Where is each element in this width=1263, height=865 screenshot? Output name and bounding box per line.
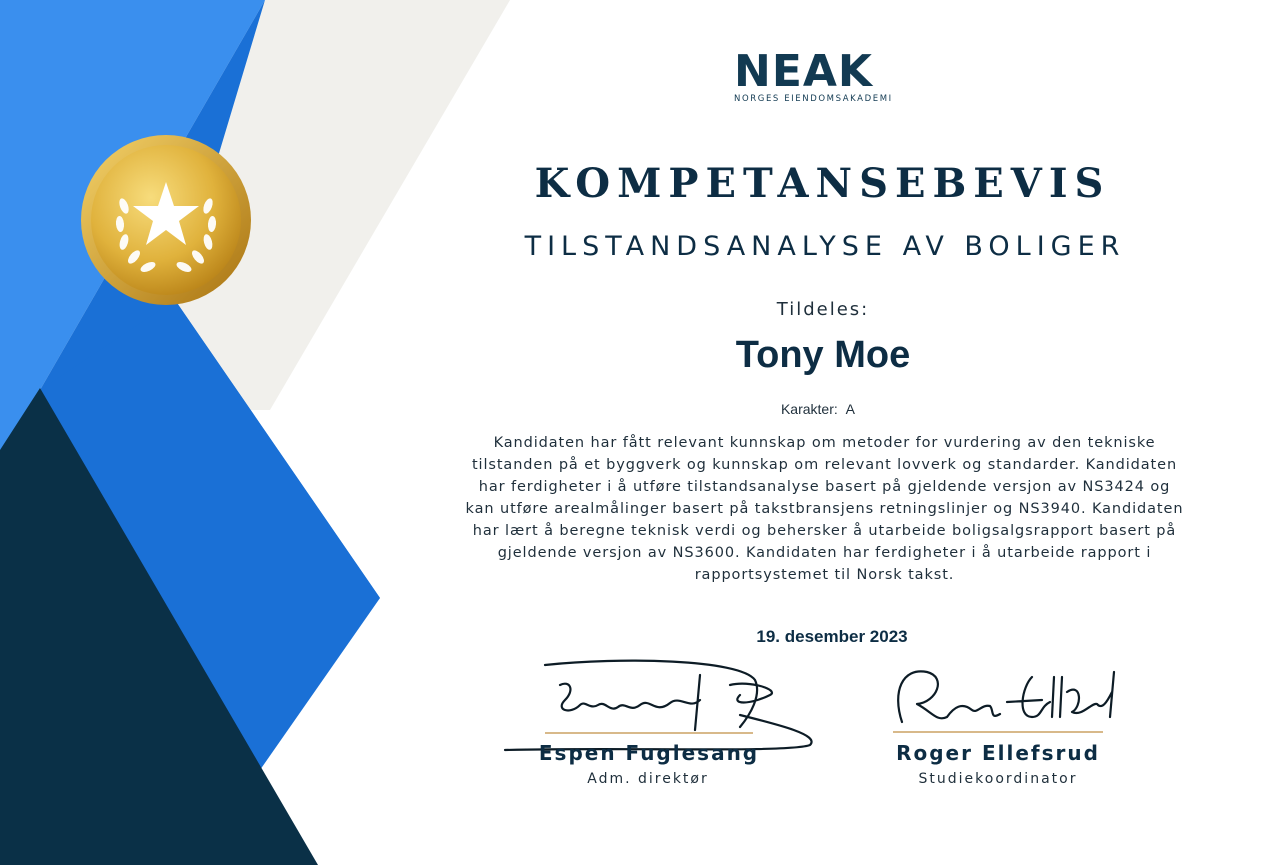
grade-label: Karakter: xyxy=(780,401,838,417)
grade-value: A xyxy=(845,401,856,417)
neak-logo xyxy=(734,46,912,104)
signatory-name-1: Espen Fuglesang xyxy=(538,741,760,765)
signatory-role-2: Studiekoordinator xyxy=(918,771,1078,787)
issue-date: 19. desember 2023 xyxy=(756,627,908,646)
logo-subtitle: NORGES EIENDOMSAKADEMI xyxy=(734,94,893,104)
recipient-name: Tony Moe xyxy=(735,334,911,376)
signatory-name-2: Roger Ellefsrud xyxy=(896,741,1100,765)
signature-line-1 xyxy=(545,732,753,734)
gold-medal-icon xyxy=(80,134,252,306)
certificate-description: Kandidaten har fått relevant kunnskap om metoder for vurdering av den tekniske tilstanden på et byggverk og kunnskap om relevant lovverk og standarder. Kandidaten har ferdigheter i å utføre tilstandsanalyse basert på gjeldende versjon av NS3424 og kan utføre arealmålinger basert på takstbransjens retningslinjer og NS3940. Kandidaten har lært å beregne teknisk verdi og behersker å utarbeide boligsalgsrapport basert på gjeldende versjon av NS3600. Kandidaten har ferdigheter i å utarbeide rapport i rapportsystemet til Norsk takst. xyxy=(465,435,1184,583)
logo-wordmark: NEAK xyxy=(734,46,874,97)
grade-line xyxy=(718,401,918,417)
signatory-role-1: Adm. direktør xyxy=(587,771,709,787)
signature-roger xyxy=(882,662,1122,742)
certificate-subtitle: TILSTANDSANALYSE AV BOLIGER xyxy=(524,231,1126,262)
signature-line-2 xyxy=(893,731,1103,733)
certificate-title: KOMPETANSEBEVIS xyxy=(534,160,1111,207)
awarded-label: Tildeles: xyxy=(776,299,870,320)
